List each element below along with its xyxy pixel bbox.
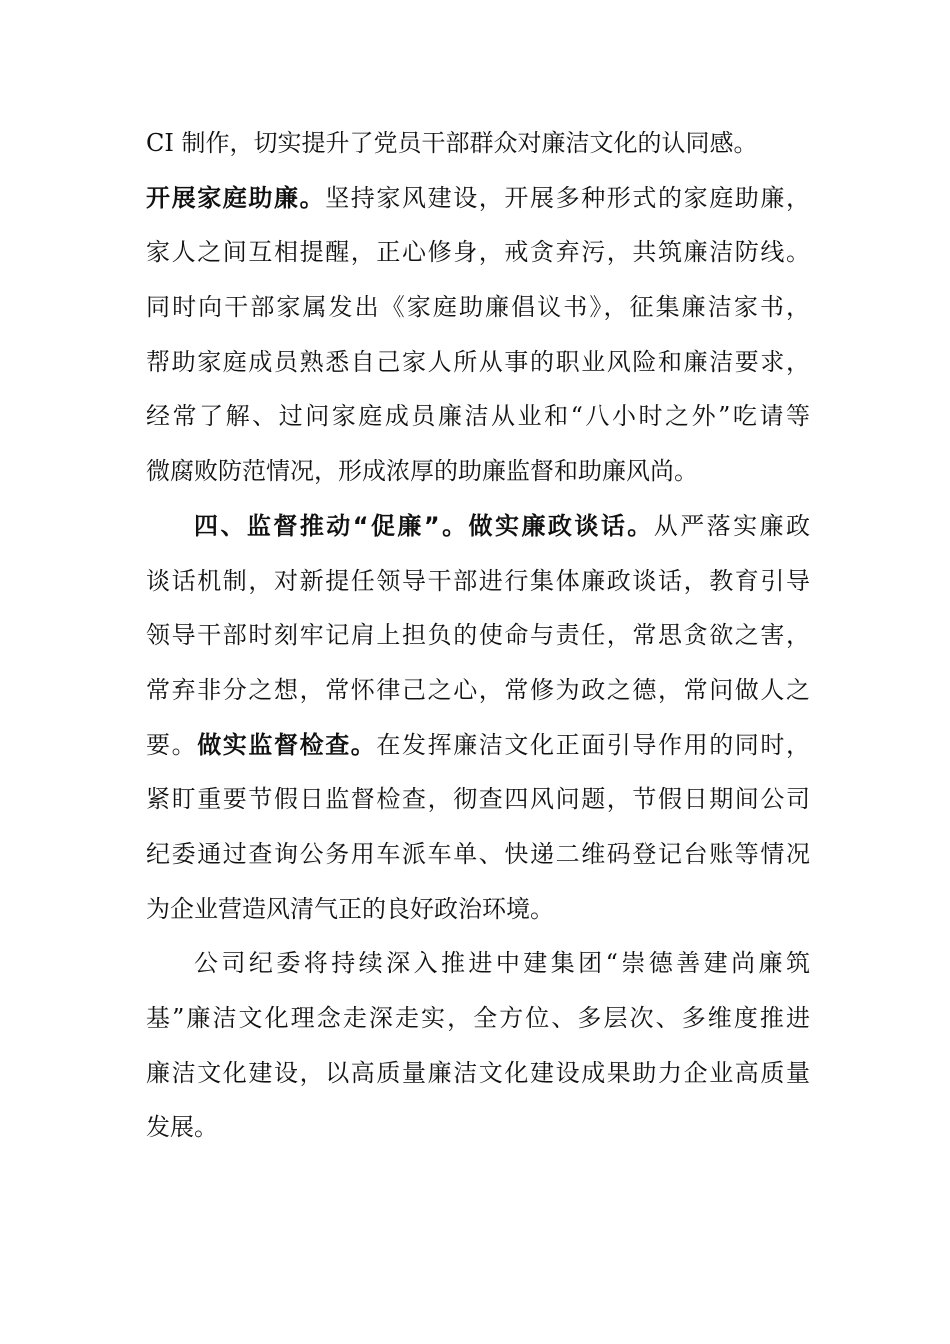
paragraph-text: 谈话机制，对新提任领导干部进行集体廉政谈话，教育引导 bbox=[146, 566, 810, 595]
text-line bbox=[146, 554, 810, 609]
paragraph-text: 从严落实廉政 bbox=[653, 511, 811, 540]
text-line bbox=[146, 335, 810, 390]
paragraph-text: CI 制作，切实提升了党员干部群众对廉洁文化的认同感。 bbox=[146, 129, 758, 157]
text-line bbox=[146, 718, 810, 773]
text-line bbox=[146, 389, 810, 444]
text-line bbox=[146, 444, 810, 499]
text-line bbox=[146, 608, 810, 663]
text-line bbox=[146, 772, 810, 827]
text-line bbox=[146, 1100, 810, 1155]
text-line bbox=[146, 225, 810, 280]
paragraph-text: 家人之间互相提醒，正心修身，戒贪弃污，共筑廉洁防线。 bbox=[146, 238, 810, 267]
text-line bbox=[146, 827, 810, 882]
paragraph-text: 紧盯重要节假日监督检查，彻查四风问题，节假日期间公司 bbox=[146, 785, 810, 814]
paragraph-text: 基”廉洁文化理念走深走实，全方位、多层次、多维度推进 bbox=[146, 1004, 810, 1032]
paragraph-text: 同时向干部家属发出《家庭助廉倡议书》，征集廉洁家书， bbox=[146, 293, 810, 322]
paragraph-text: 廉洁文化建设，以高质量廉洁文化建设成果助力企业高质量 bbox=[146, 1058, 810, 1087]
text-line bbox=[146, 991, 810, 1046]
text-line bbox=[146, 663, 810, 718]
section-heading-bold: 做实监督检查。 bbox=[197, 730, 377, 759]
paragraph-text: 为企业营造风清气正的良好政治环境。 bbox=[146, 894, 554, 923]
text-line bbox=[146, 171, 810, 226]
paragraph-text: 纪委通过查询公务用车派车单、快递二维码登记台账等情况 bbox=[146, 839, 810, 868]
paragraph-text: 要。 bbox=[146, 730, 198, 759]
paragraph-text: 领导干部时刻牢记肩上担负的使命与责任，常思贪欲之害， bbox=[146, 621, 810, 650]
paragraph-text: 在发挥廉洁文化正面引导作用的同时， bbox=[376, 730, 811, 759]
paragraph-text: 微腐败防范情况，形成浓厚的助廉监督和助廉风尚。 bbox=[146, 457, 698, 486]
paragraph-text: 常弃非分之想，常怀律己之心，常修为政之德，常问做人之 bbox=[146, 675, 810, 704]
text-line bbox=[146, 280, 810, 335]
text-line bbox=[146, 936, 810, 991]
text-line bbox=[146, 882, 810, 937]
section-heading-bold: 四、监督推动“促廉”。做实廉政谈话。 bbox=[194, 511, 654, 540]
section-heading-bold: 开展家庭助廉。 bbox=[146, 183, 326, 212]
text-line bbox=[146, 116, 810, 171]
document-body bbox=[146, 116, 810, 1155]
paragraph-text: 帮助家庭成员熟悉自己家人所从事的职业风险和廉洁要求， bbox=[146, 347, 810, 376]
paragraph-text: 发展。 bbox=[146, 1113, 218, 1142]
text-line bbox=[146, 499, 810, 554]
text-line bbox=[146, 1046, 810, 1101]
paragraph-text: 公司纪委将持续深入推进中建集团“崇德善建尚廉筑 bbox=[194, 949, 810, 978]
paragraph-text: 坚持家风建设，开展多种形式的家庭助廉， bbox=[325, 183, 811, 212]
paragraph-text: 经常了解、过问家庭成员廉洁从业和“八小时之外”吃请等 bbox=[146, 402, 810, 431]
